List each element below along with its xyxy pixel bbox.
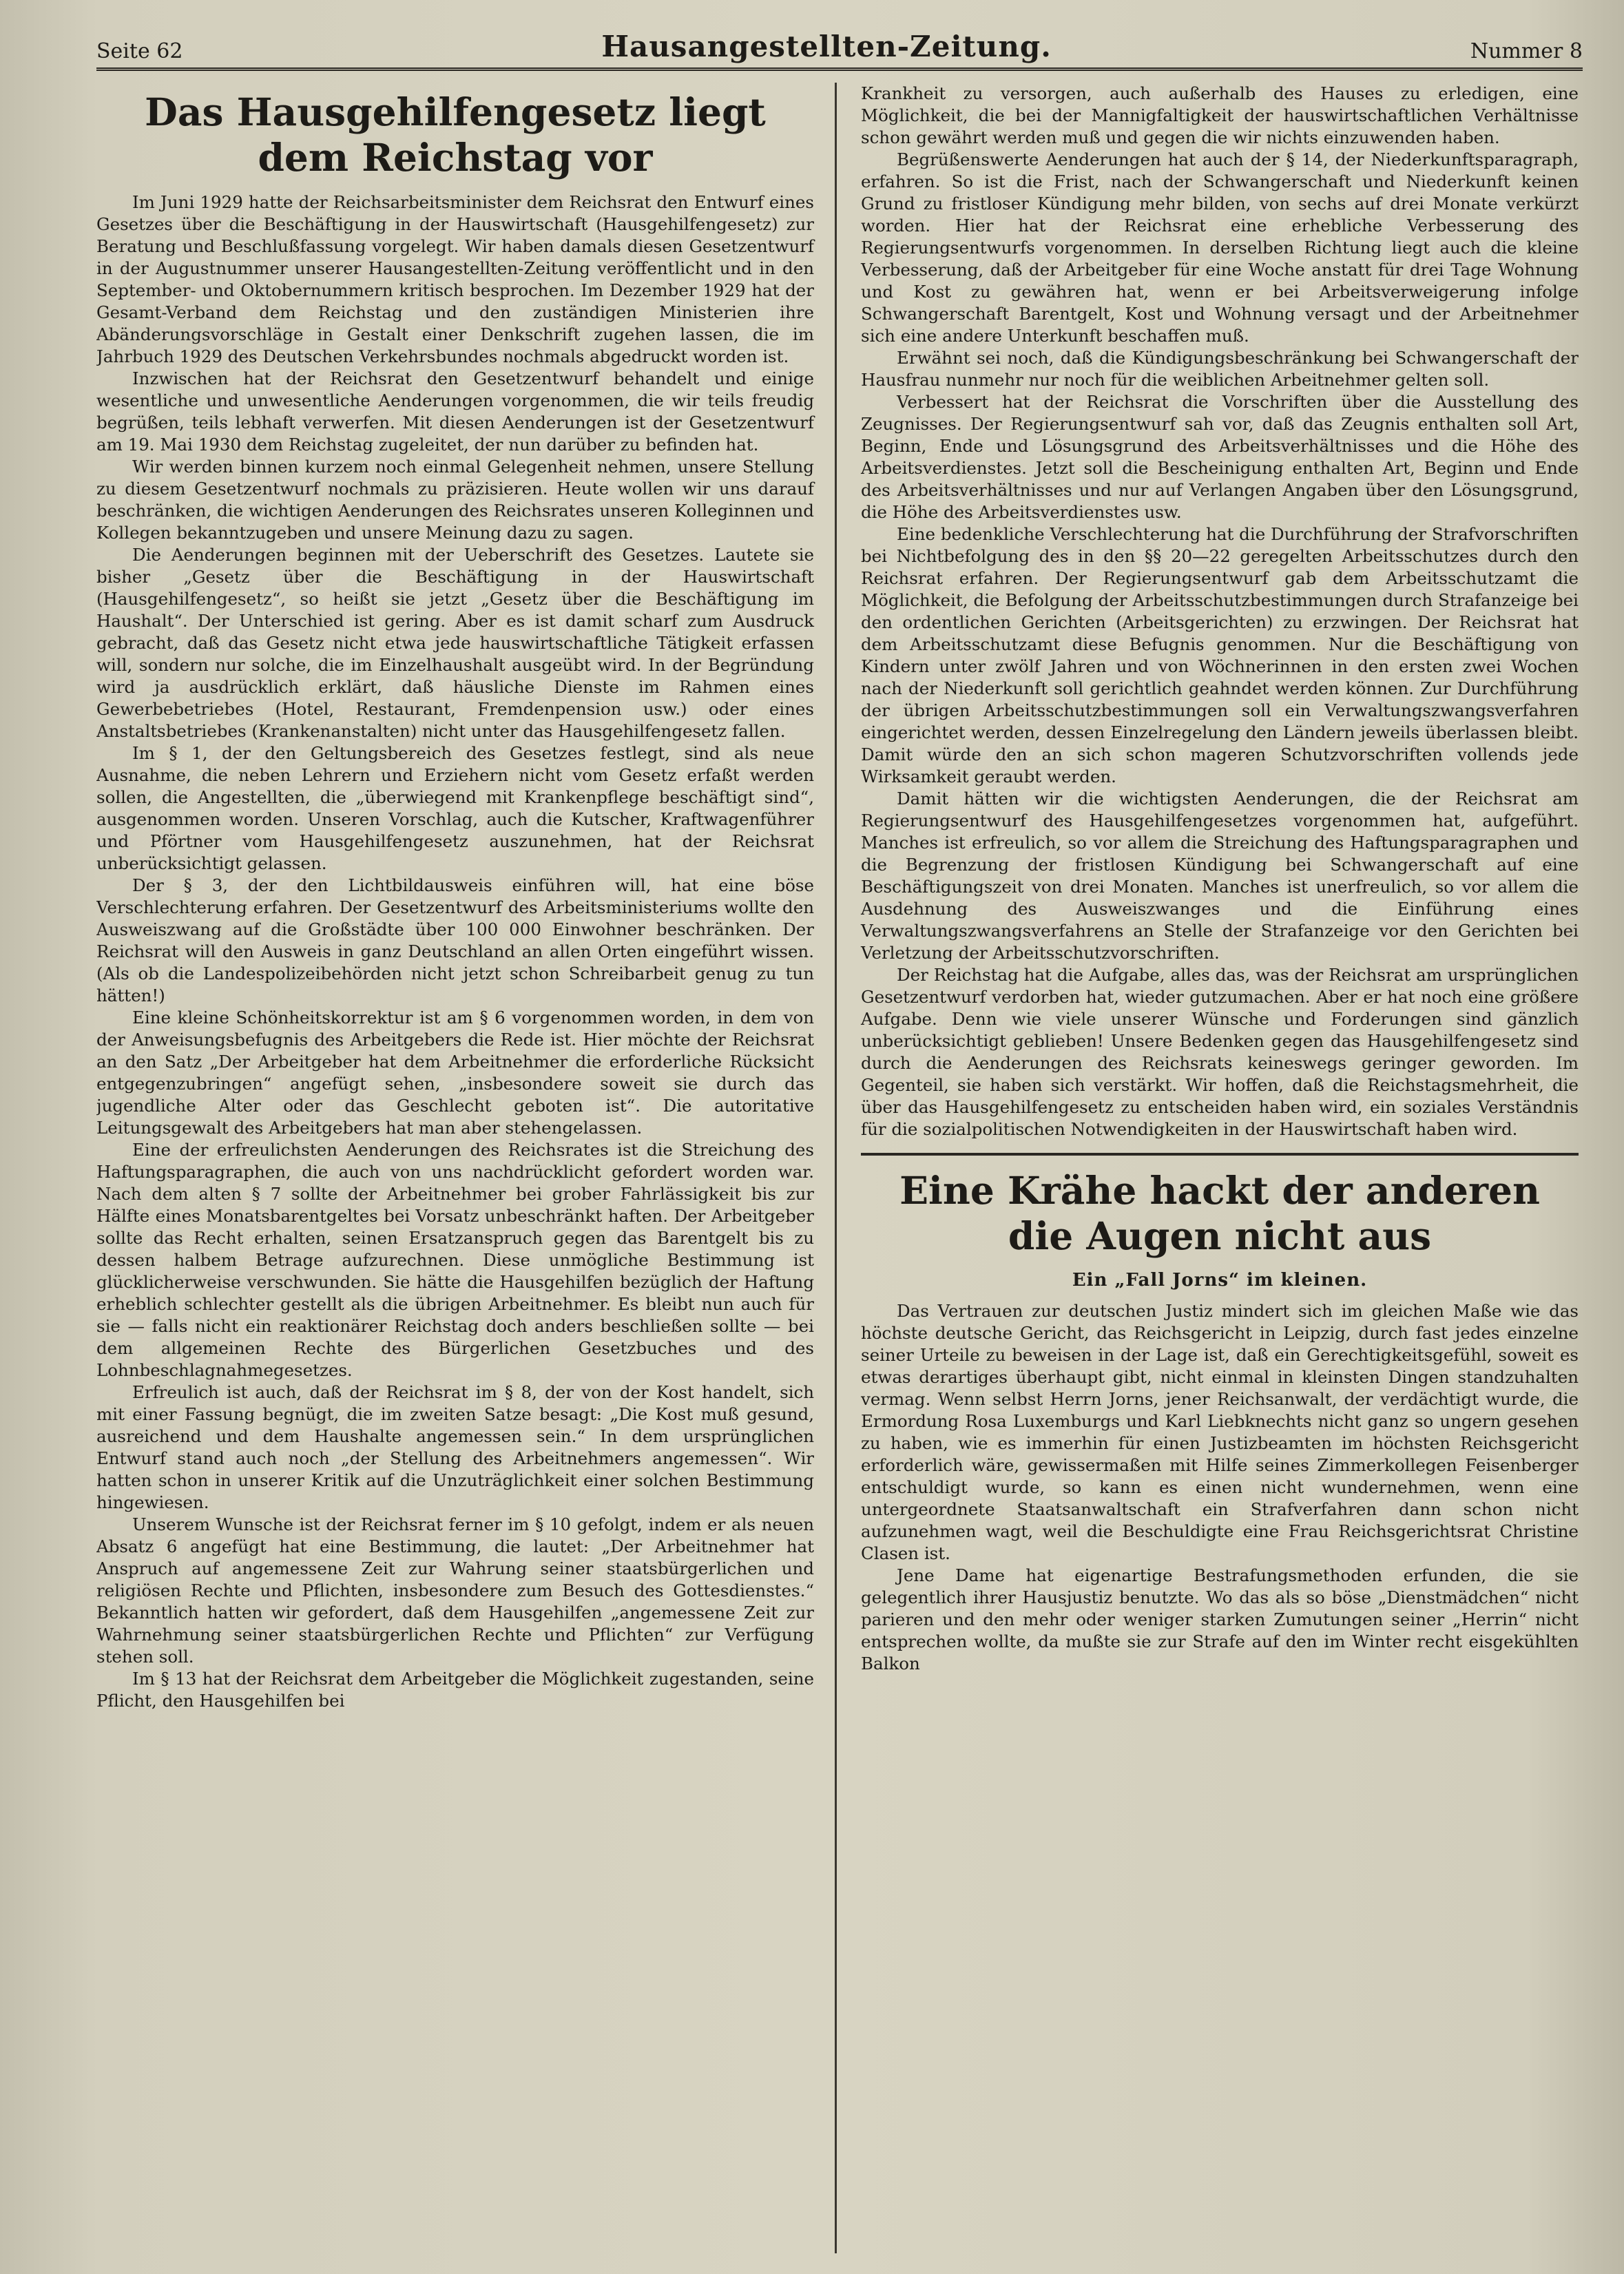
article-paragraph: Begrüßenswerte Aenderungen hat auch der § 14, der Niederkunftsparagraph, erfahren. So ist die Frist, nach der Schwangerschaft und Niederkunft keinen Grund zu fristloser Kündigung mehr bilden, von sechs auf drei Monate verkürzt worden. Hier hat der Reichsrat eine erhebliche Verbesserung des Regierungsentwurfs vorgenommen. In derselben Richtung liegt auch die kleine Verbesserung, daß der Arbeitgeber für eine Woche anstatt für drei Tage Wohnung und Kost zu gewähren hat, wenn er bei Arbeitsverweigerung infolge Schwangerschaft Barentgelt, Kost und Wohnung versagt und der Arbeitnehmer sich eine andere Unterkunft beschaffen muß. bbox=[861, 149, 1579, 346]
article-paragraph: Damit hätten wir die wichtigsten Aenderungen, die der Reichsrat am Regierungsentwurf des Hausgehilfengesetzes vorgenommen hat, aufgeführt. Manches ist erfreulich, so vor allem die Streichung des Haftungsparagraphen und die Begrenzung der fristlosen Kündigung bei Schwangerschaft auf eine Beschäftigungszeit von drei Monaten. Manches ist unerfreulich, so vor allem die Ausdehnung des Ausweiszwanges und die Einführung eines Verwaltungszwangsverfahrens an Stelle der Strafanzeige vor den Gerichten bei Verletzung der Arbeitsschutzvorschriften. bbox=[861, 789, 1579, 963]
page-number: Seite 62 bbox=[96, 39, 183, 63]
left-column bbox=[96, 83, 826, 2253]
article-paragraph: Der Reichstag hat die Aufgabe, alles das, was der Reichsrat am ursprünglichen Gesetzentwurf verdorben hat, wieder gutzumachen. Aber er hat noch eine größere Aufgabe. Denn wie viele unserer Wünsche und Forderungen sind gänzlich unberücksichtigt geblieben! Unsere Bedenken gegen das Hausgehilfengesetz sind durch die Aenderungen des Reichsrats keineswegs geringer geworden. Im Gegenteil, sie haben sich verstärkt. Wir hoffen, daß die Reichstagsmehrheit, die über das Hausgehilfengesetz zu entscheiden haben wird, ein soziales Verständnis für die sozialpolitischen Notwendigkeiten in der Hauswirtschaft haben wird. bbox=[861, 965, 1579, 1139]
article-paragraph: Im Juni 1929 hatte der Reichsarbeitsminister dem Reichsrat den Entwurf eines Gesetzes über die Beschäftigung in der Hauswirtschaft (Hausgehilfengesetz) zur Beratung und Beschlußfassung vorgelegt. Wir haben damals diesen Gesetzentwurf in der Augustnummer unserer Hausangestellten-Zeitung veröffentlicht und in den September- und Oktobernummern kritisch besprochen. Im Dezember 1929 hat der Gesamt-Verband dem Reichstag und den zuständigen Ministerien ihre Abänderungsvorschläge in Gestalt einer Denkschrift zugehen lassen, die im Jahrbuch 1929 des Deutschen Verkehrsbundes nochmals abgedruckt worden ist. bbox=[96, 192, 814, 366]
article-paragraph: Eine der erfreulichsten Aenderungen des Reichsrates ist die Streichung des Haftungsparagraphen, die auch von uns nachdrücklicht gefordert worden war. Nach dem alten § 7 sollte der Arbeitnehmer bei grober Fahrlässigkeit bis zur Hälfte eines Monatsbarentgeltes bei Vorsatz unbeschränkt haften. Der Arbeitgeber sollte das Recht erhalten, seinen Ersatzanspruch gegen das Barentgelt bis zu dessen halbem Betrage aufzurechnen. Diese unmögliche Bestimmung ist glücklicherweise verschwunden. Sie hätte die Hausgehilfen bezüglich der Haftung erheblich schlechter gestellt als die übrigen Arbeitnehmer. Es bleibt nun auch für sie — falls nicht ein reaktionärer Reichstag doch anders beschließen sollte — bei dem allgemeinen Rechte des Bürgerlichen Gesetzbuches und des Lohnbeschlagnahmegesetzes. bbox=[96, 1140, 814, 1380]
masthead: Hausangestellten-Zeitung. bbox=[601, 30, 1052, 63]
article-paragraph: Eine bedenkliche Verschlechterung hat die Durchführung der Strafvorschriften bei Nichtbefolgung des in den §§ 20—22 geregelten Arbeitsschutzes durch den Reichsrat erfahren. Der Regierungsentwurf gab dem Arbeitsschutzamt die Möglichkeit, die Befolgung der Arbeitsschutzbestimmungen durch Strafanzeige bei den ordentlichen Gerichten (Arbeitsgerichten) zu erzwingen. Der Reichsrat hat dem Arbeitsschutzamt diese Befugnis genommen. Nur die Beschäftigung von Kindern unter zwölf Jahren und von Wöchnerinnen in den ersten zwei Wochen nach der Niederkunft soll gerichtlich geahndet werden können. Zur Durchführung der übrigen Arbeitsschutzbestimmungen soll ein Verwaltungszwangsverfahren eingerichtet werden, dessen Einzelregelung den Ländern jeweils überlassen bleibt. Damit würde den an sich schon mageren Schutzvorschriften vollends jede Wirksamkeit geraubt werden. bbox=[861, 524, 1579, 786]
article-title-hausgehilfengesetz: Das Hausgehilfengesetz liegt dem Reichstag vor bbox=[145, 90, 766, 180]
article-paragraph: Jene Dame hat eigenartige Bestrafungsmethoden erfunden, die sie gelegentlich ihrer Hausjustiz benutzte. Wo das als so böse „Dienstmädchen“ nicht parieren und den mehr oder weniger starken Zumutungen seiner „Herrin“ nicht entsprechen wollte, da mußte sie zur Strafe auf den im Winter recht eisgekühlten Balkon bbox=[861, 1565, 1579, 1673]
article-paragraph: Das Vertrauen zur deutschen Justiz mindert sich im gleichen Maße wie das höchste deutsche Gericht, das Reichsgericht in Leipzig, durch fast jedes einzelne seiner Urteile zu beweisen in der Lage ist, daß ein Gerechtigkeitsgefühl, soweit es etwas derartiges überhaupt gibt, nicht einmal in kleinsten Dingen standzuhalten vermag. Wenn selbst Herrn Jorns, jener Reichsanwalt, der verdächtigt wurde, die Ermordung Rosa Luxemburgs und Karl Liebknechts nicht ganz so ungern gesehen zu haben, wie es immerhin für einen Justizbeamten im höchsten Reichsgericht erforderlich wäre, gewissermaßen mit Hilfe seines Zimmerkollegen Feisenberger entschuldigt wurde, so kann es einen nicht wundernehmen, wenn eine untergeordnete Staatsanwaltschaft ein Strafverfahren dann schon nicht aufzunehmen wagt, weil die Beschuldigte eine Frau Reichsgerichtsrat Christine Clasen ist. bbox=[861, 1301, 1579, 1563]
article-paragraph: Im § 1, der den Geltungsbereich des Gesetzes festlegt, sind als neue Ausnahme, die neben Lehrern und Erziehern nicht vom Gesetz erfaßt werden sollen, die Angestellten, die „überwiegend mit Krankenpflege beschäftigt sind“, ausgenommen worden. Unseren Vorschlag, auch die Kutscher, Kraftwagenführer und Pförtner vom Hausgehilfengesetz auszunehmen, hat der Reichsrat unberücksichtigt gelassen. bbox=[96, 743, 814, 873]
article-paragraph: Die Aenderungen beginnen mit der Ueberschrift des Gesetzes. Lautete sie bisher „Gesetz über die Beschäftigung in der Hauswirtschaft (Hausgehilfengesetz“, so heißt sie jetzt „Gesetz über die Beschäftigung im Haushalt“. Der Unterschied ist gering. Aber es ist damit scharf zum Ausdruck gebracht, daß das Gesetz nicht etwa jede hauswirtschaftliche Tätigkeit erfassen will, sondern nur solche, die im Einzelhaushalt ausgeübt wird. In der Begründung wird ja ausdrücklich erklärt, daß häusliche Dienste im Rahmen eines Gewerbebetriebes (Hotel, Restaurant, Fremdenpension usw.) oder eines Anstaltsbetriebes (Krankenanstalten) nicht unter das Hausgehilfengesetz fallen. bbox=[96, 545, 814, 741]
article-paragraph: Im § 13 hat der Reichsrat dem Arbeitgeber die Möglichkeit zugestanden, seine Pflicht, den Hausgehilfen bei bbox=[96, 1669, 814, 1711]
article-subtitle: Ein „Fall Jorns“ im kleinen. bbox=[1072, 1270, 1368, 1291]
issue-number: Nummer 8 bbox=[1470, 39, 1583, 63]
article-title-kraehe: Eine Krähe hackt der anderen die Augen nicht aus bbox=[899, 1168, 1540, 1258]
article-paragraph: Der § 3, der den Lichtbildausweis einführen will, hat eine böse Verschlechterung erfahren. Der Gesetzentwurf des Arbeitsministeriums wollte den Ausweiszwang auf die Großstädte über 100 000 Einwohner beschränken. Der Reichsrat will den Ausweis in ganz Deutschland an allen Orten eingeführt wissen. (Als ob die Landespolizeibehörden nicht jetzt schon Schreibarbeit genug zu tun hätten!) bbox=[96, 875, 814, 1005]
article-paragraph: Wir werden binnen kurzem noch einmal Gelegenheit nehmen, unsere Stellung zu diesem Gesetzentwurf nochmals zu präzisieren. Heute wollen wir uns darauf beschränken, die wichtigen Aenderungen des Reichsrates unseren Kolleginnen und Kollegen bekanntzugeben und unsere Meinung dazu zu sagen. bbox=[96, 457, 814, 543]
article-paragraph: Eine kleine Schönheitskorrektur ist am § 6 vorgenommen worden, in dem von der Anweisungsbefugnis des Arbeitgebers die Rede ist. Hier möchte der Reichsrat an den Satz „Der Arbeitgeber hat dem Arbeitnehmer die erforderliche Rücksicht entgegenzubringen“ angefügt sehen, „insbesondere soweit sie durch das jugendliche Alter oder das Geschlecht geboten ist“. Die autoritative Leitungsgewalt des Arbeitgebers hat man aber stehengelassen. bbox=[96, 1008, 814, 1138]
page-header bbox=[96, 28, 1583, 71]
article-paragraph: Erwähnt sei noch, daß die Kündigungsbeschränkung bei Schwangerschaft der Hausfrau nunmehr nur noch für die weiblichen Arbeitnehmer gelten soll. bbox=[861, 348, 1579, 390]
article-paragraph: Verbessert hat der Reichsrat die Vorschriften über die Ausstellung des Zeugnisses. Der Regierungsentwurf sah vor, daß das Zeugnis enthalten soll Art, Beginn, Ende und Lösungsgrund des Arbeitsverhältnisses und die Höhe des Arbeitsverdienstes. Jetzt soll die Bescheinigung enthalten Art, Beginn und Ende des Arbeitsverhältnisses und nur auf Verlangen Angaben über den Lösungsgrund, die Höhe des Arbeitsverdienstes usw. bbox=[861, 392, 1579, 522]
article-paragraph: Krankheit zu versorgen, auch außerhalb des Hauses zu erledigen, eine Möglichkeit, die bei der Mannigfaltigkeit der hauswirtschaftlichen Verhältnisse schon gewährt werden muß und gegen die wir nichts einzuwenden haben. bbox=[861, 83, 1579, 147]
article-paragraph: Erfreulich ist auch, daß der Reichsrat im § 8, der von der Kost handelt, sich mit einer Fassung begnügt, die im zweiten Satze besagt: „Die Kost muß gesund, ausreichend und dem Haushalte angemessen sein.“ In dem ursprünglichen Entwurf stand auch noch „der Stellung des Arbeitnehmers angemessen“. Wir hatten schon in unserer Kritik auf die Unzuträglichkeit einer solchen Bestimmung hingewiesen. bbox=[96, 1382, 814, 1512]
column-divider bbox=[835, 83, 837, 2253]
article-paragraph: Unserem Wunsche ist der Reichsrat ferner im § 10 gefolgt, indem er als neuen Absatz 6 angefügt hat eine Bestimmung, die lautet: „Der Arbeitnehmer hat Anspruch auf angemessene Zeit zur Wahrung seiner staatsbürgerlichen und religiösen Rechte und Pflichten, insbesondere zum Besuch des Gottesdienstes.“ Bekanntlich hatten wir gefordert, daß dem Hausgehilfen „angemessene Zeit zur Wahrnehmung seiner staatsbürgerlichen Rechte und Pflichten“ zur Verfügung stehen soll. bbox=[96, 1514, 814, 1667]
right-column bbox=[849, 83, 1579, 2253]
article-paragraph: Inzwischen hat der Reichsrat den Gesetzentwurf behandelt und einige wesentliche und unwesentliche Aenderungen vorgenommen, die wir teils freudig begrüßen, teils lebhaft verwerfen. Mit diesen Aenderungen ist der Gesetzentwurf am 19. Mai 1930 dem Reichstag zugeleitet, der nun darüber zu befinden hat. bbox=[96, 368, 814, 455]
article-separator bbox=[861, 1153, 1579, 1156]
